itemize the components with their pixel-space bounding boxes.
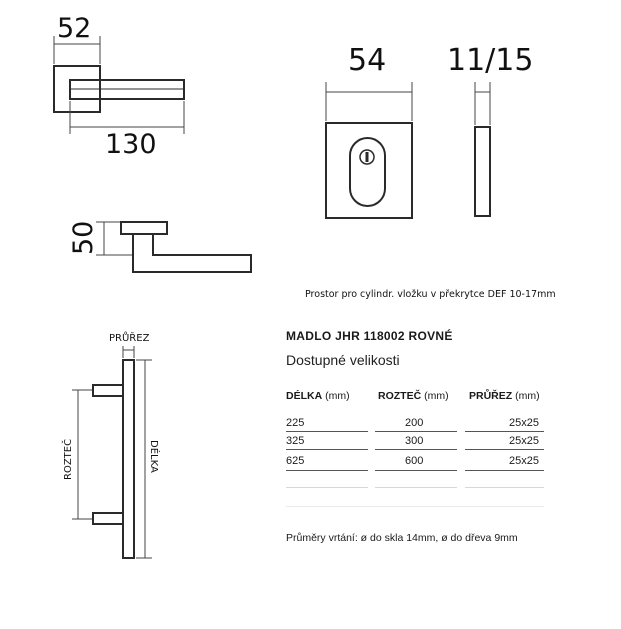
length-label: DÉLKA xyxy=(148,440,159,473)
drilling-note: Průměry vrtání: ø do skla 14mm, ø do dřeva 9mm xyxy=(286,532,518,544)
row-divider xyxy=(375,470,457,471)
row-divider xyxy=(286,431,368,432)
row-divider xyxy=(375,431,457,432)
cell-section: 25x25 xyxy=(509,435,539,447)
cell-section: 25x25 xyxy=(509,455,539,467)
row-divider xyxy=(465,449,544,450)
cylinder-note: Prostor pro cylindr. vložku v překrytce DEF 10-17mm xyxy=(305,289,556,300)
cell-spacing: 300 xyxy=(405,435,424,447)
top-view-length-label: 130 xyxy=(105,129,157,160)
row-divider xyxy=(286,449,368,450)
cell-length: 625 xyxy=(286,455,305,467)
cell-section: 25x25 xyxy=(509,417,539,429)
escutcheon-front xyxy=(326,123,412,218)
cell-length: 325 xyxy=(286,435,305,447)
section-label: PRŮŘEZ xyxy=(109,333,150,344)
row-divider xyxy=(465,431,544,432)
escutcheon-side xyxy=(475,127,490,216)
row-divider xyxy=(375,449,457,450)
escutcheon-width-label: 54 xyxy=(348,43,387,78)
side-view-handle xyxy=(121,222,251,272)
spacing-label: ROZTEČ xyxy=(63,438,74,480)
product-title: MADLO JHR 118002 ROVNÉ xyxy=(286,329,453,343)
escutcheon-thickness-label: 11/15 xyxy=(447,43,534,78)
row-divider xyxy=(375,487,457,488)
header-length: DÉLKA (mm) xyxy=(286,390,350,402)
row-divider xyxy=(286,487,368,488)
header-spacing: ROZTEČ (mm) xyxy=(378,390,449,402)
header-section: PRŮŘEZ (mm) xyxy=(469,390,540,402)
row-divider xyxy=(286,506,544,507)
row-divider xyxy=(465,487,544,488)
side-view-height-label: 50 xyxy=(68,220,99,255)
cell-spacing: 200 xyxy=(405,417,424,429)
top-view-width-label: 52 xyxy=(57,13,92,44)
row-divider xyxy=(286,470,368,471)
row-divider xyxy=(465,470,544,471)
cell-spacing: 600 xyxy=(405,455,424,467)
pull-handle-drawing xyxy=(93,360,134,558)
top-view-handle xyxy=(54,66,184,112)
product-subtitle: Dostupné velikosti xyxy=(286,352,400,368)
cell-length: 225 xyxy=(286,417,305,429)
